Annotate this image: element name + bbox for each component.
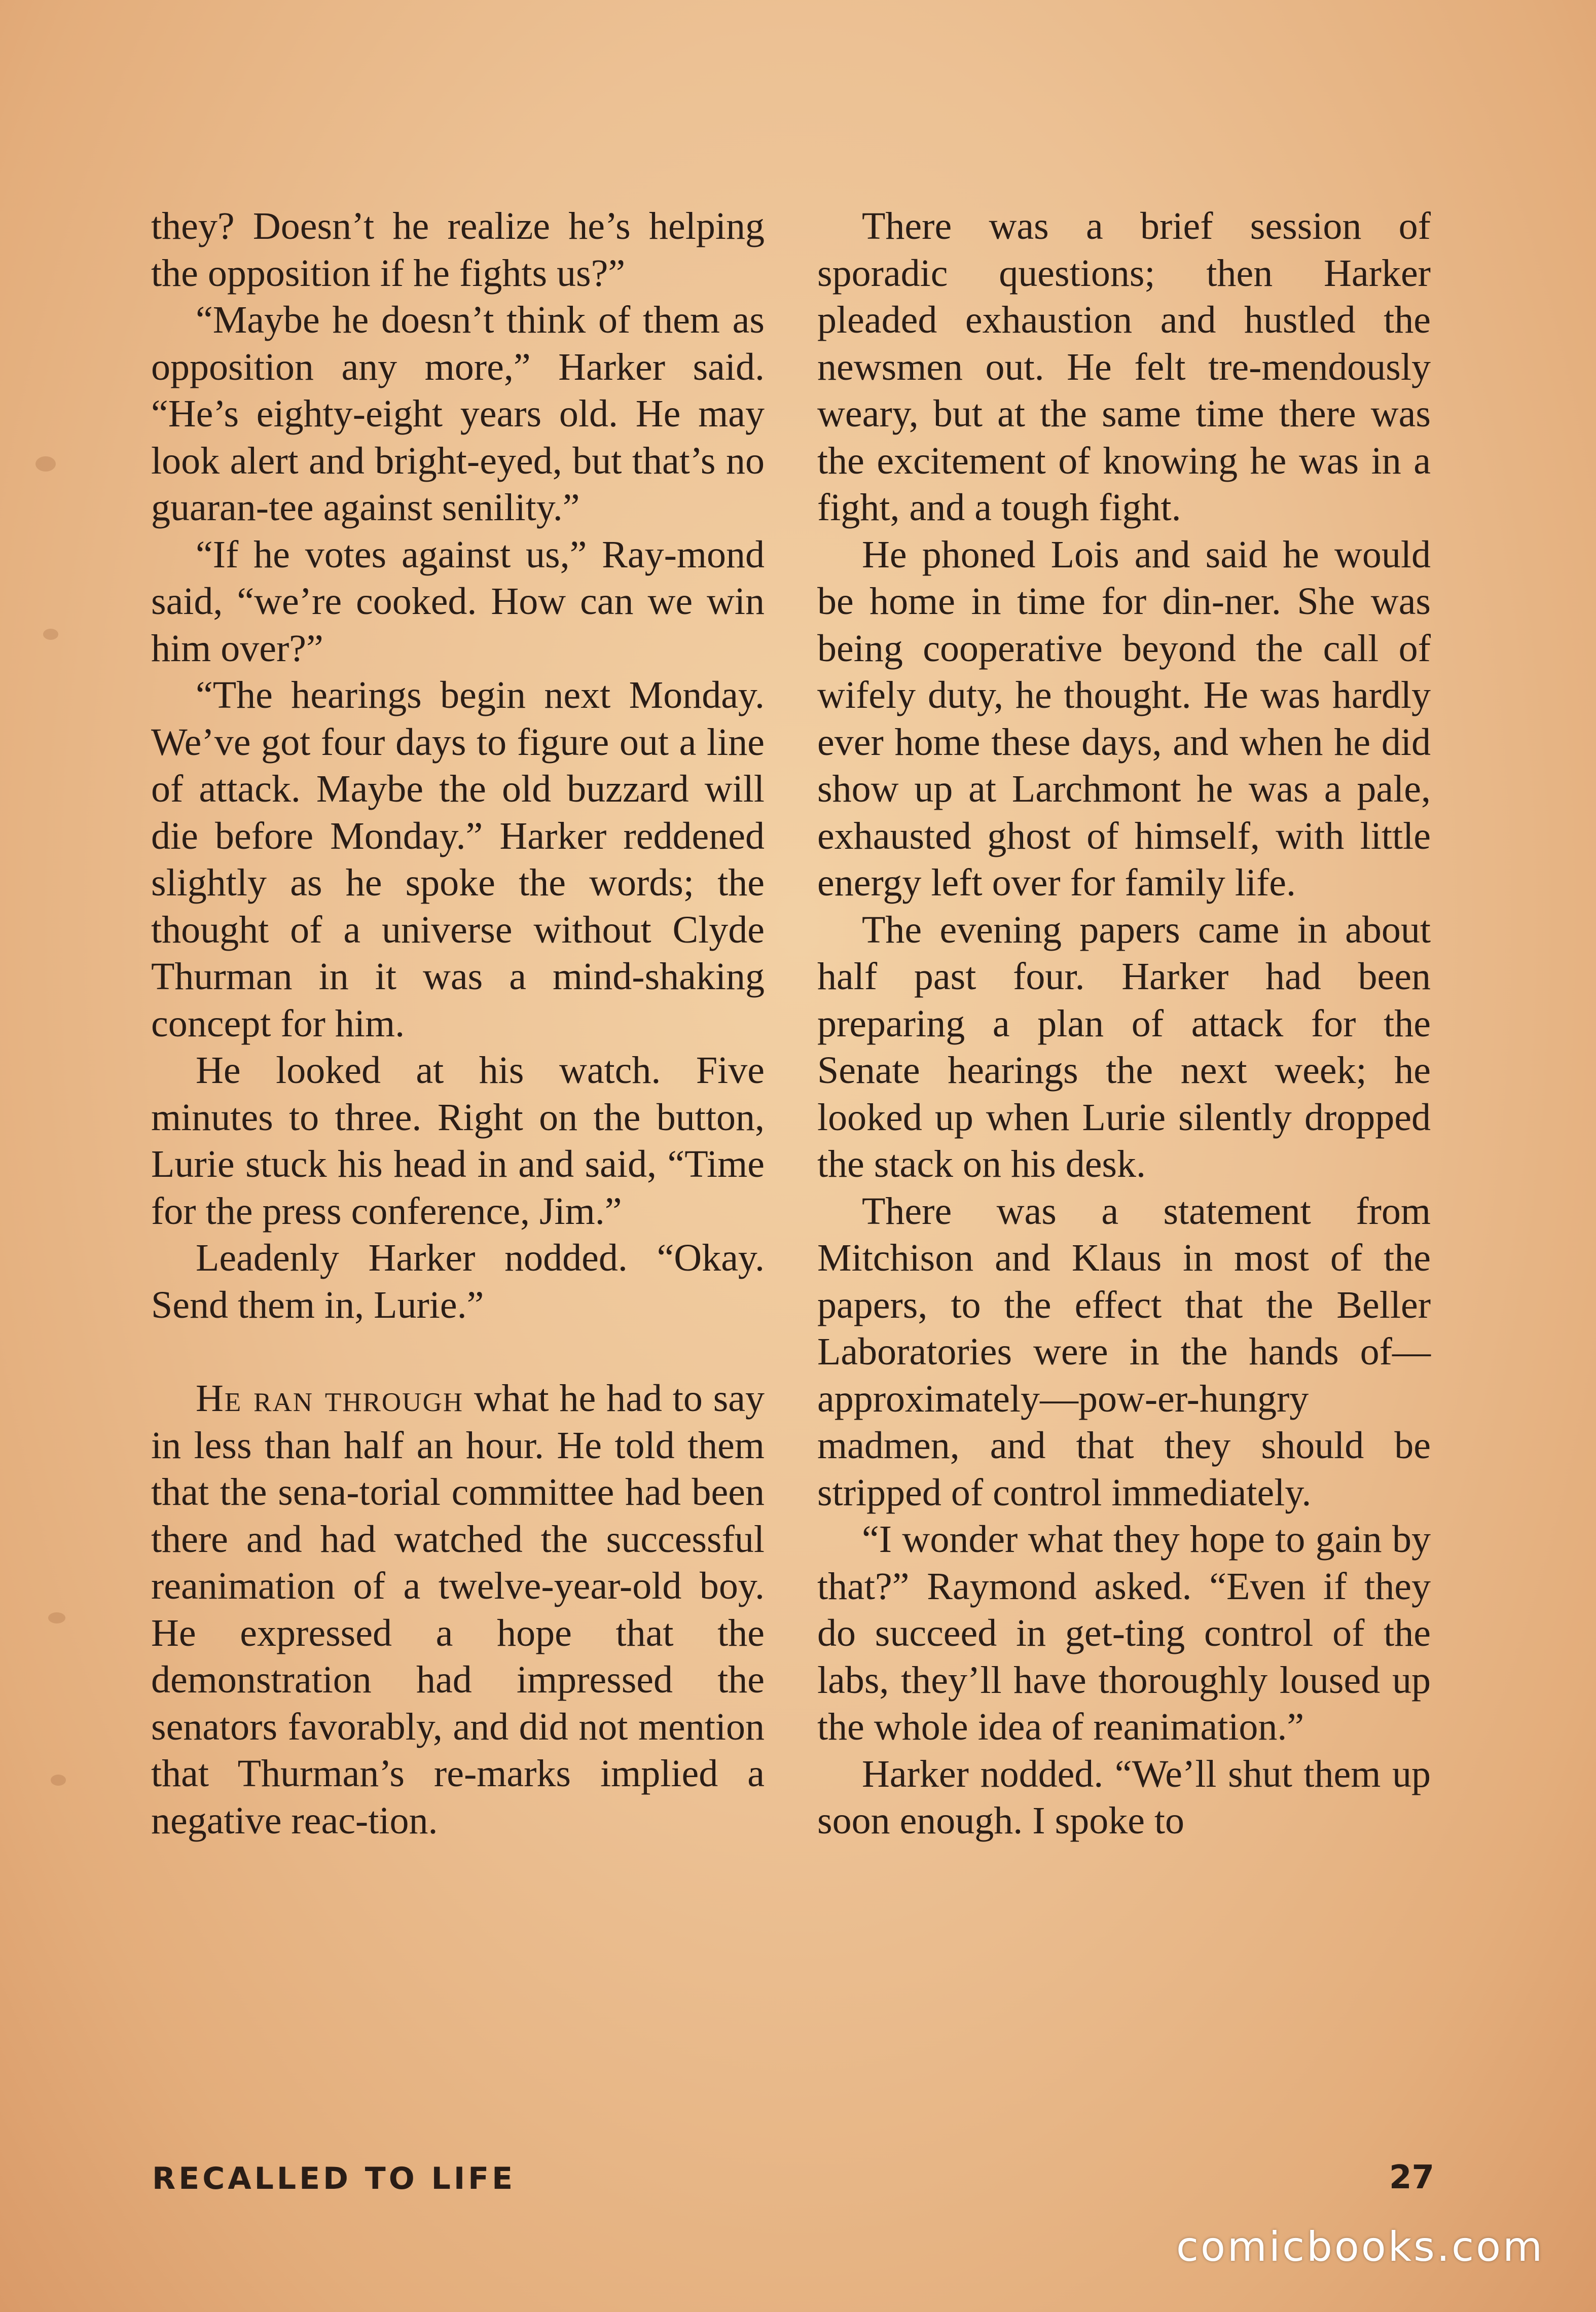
paragraph: The evening papers came in about half past four. Harker had been preparing a plan of attack for the Senate hearings the next week; he looked up when Lurie silently dropped the stack on his desk.	[817, 908, 1431, 1185]
section-start-paragraph	[151, 1375, 765, 1844]
page-number: 27	[1389, 2159, 1435, 2196]
watermark: comicbooks.com	[1176, 2223, 1545, 2270]
paragraph: “I wonder what they hope to gain by that?” Raymond asked. “Even if they do succeed in get-ting control of the labs, they’ll have thoroughly loused up the whole idea of reanimation.”	[817, 1518, 1431, 1748]
paragraph: they? Doesn’t he realize he’s helping the opposition if he fights us?”	[151, 205, 765, 295]
running-title: RECALLED TO LIFE	[152, 2161, 516, 2196]
page-stain	[51, 1775, 66, 1786]
paragraph: “If he votes against us,” Ray-mond said, “we’re cooked. How can we win him over?”	[151, 533, 765, 670]
paragraph: Harker nodded. “We’ll shut them up soon enough. I spoke to	[817, 1752, 1431, 1842]
paragraph: There was a statement from Mitchison and Klaus in most of the papers, to the effect that the Beller Laboratories were in the hands of—approximately—pow-er-hungry madmen, and that they should be stripped of control immediately.	[817, 1189, 1431, 1514]
paragraph: He phoned Lois and said he would be home in time for din-ner. She was being cooperative beyond the call of wifely duty, he thought. He was hardly ever home these days, and when he did show up at Larchmont he was a pale, exhausted ghost of himself, with little energy left over for family life.	[817, 533, 1431, 904]
page-stain	[48, 1612, 65, 1623]
section-start-text: what he had to say in less than half an hour. He told them that the sena-torial committee had been there and had watched the successful reanimation of a twelve-year-old boy. He expressed a hope that the demonstration had impressed the senators favorably, and did not mention that Thurman’s re-marks implied a negative reac-tion.	[151, 1377, 765, 1842]
paragraph: “The hearings begin next Monday. We’ve got four days to figure out a line of attack. Maybe the old buzzard will die before Monday.” Harker reddened slightly as he spoke the words; the thought of a universe without Clyde Thurman in it was a mind-shaking concept for him.	[151, 674, 765, 1045]
section-start-smallcaps: He ran through	[196, 1377, 464, 1420]
paragraph: Leadenly Harker nodded. “Okay. Send them in, Lurie.”	[151, 1237, 765, 1326]
page-stain	[35, 456, 56, 472]
page-stain	[43, 629, 58, 640]
paragraph: He looked at his watch. Five minutes to three. Right on the button, Lurie stuck his head in and said, “Time for the press conference, Jim.”	[151, 1049, 765, 1233]
paragraph: “Maybe he doesn’t think of them as opposition any more,” Harker said. “He’s eighty-eight years old. He may look alert and bright-eyed, but that’s no guaran-tee against senility.”	[151, 299, 765, 529]
paragraph: There was a brief session of sporadic questions; then Harker pleaded exhaustion and hustled the newsmen out. He felt tre-mendously weary, but at the same time there was the excitement of knowing he was in a fight, and a tough fight.	[817, 205, 1431, 529]
left-column	[151, 203, 765, 1844]
right-column	[817, 203, 1431, 1845]
